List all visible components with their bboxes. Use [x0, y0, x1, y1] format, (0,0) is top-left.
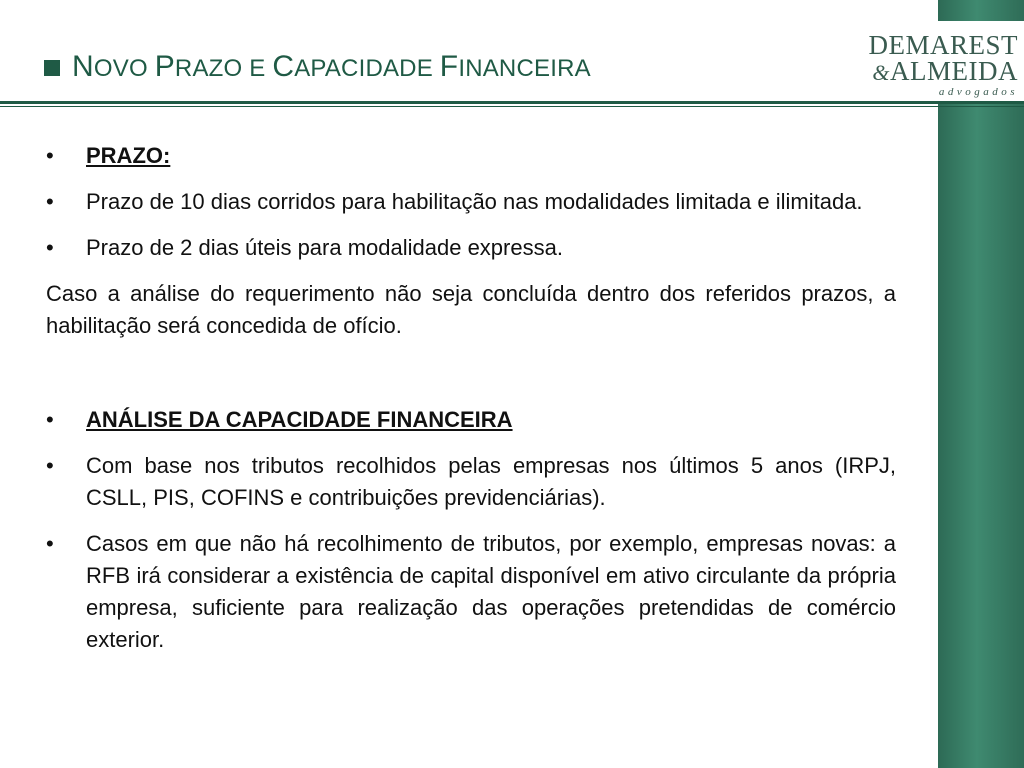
- slide-body: [46, 140, 896, 670]
- bullet-dot: •: [46, 235, 54, 260]
- logo-line-2: &ALMEIDA: [872, 56, 1018, 86]
- section-heading-capacidade: • ANÁLISE DA CAPACIDADE FINANCEIRA: [46, 404, 896, 436]
- right-decorative-bar: [938, 0, 1024, 768]
- header-divider-thick: [0, 101, 1024, 104]
- list-item: • Casos em que não há recolhimento de tributos, por exemplo, empresas novas: a RFB irá considerar a existência de capital disponível em ativo circulante da própria empresa, suficiente para realização das operações pretendidas de comércio exterior.: [46, 528, 896, 656]
- bullet-dot: •: [46, 453, 54, 478]
- header-divider-thin: [0, 106, 1024, 107]
- bullet-dot: •: [46, 143, 54, 168]
- bullet-dot: •: [46, 531, 54, 556]
- slide-title: NOVO PRAZO E CAPACIDADE FINANCEIRA: [72, 50, 591, 83]
- bullet-dot: •: [46, 407, 54, 432]
- section-heading-prazo: • PRAZO:: [46, 140, 896, 172]
- title-bullet-square: [44, 60, 60, 76]
- logo-line-1: DEMAREST: [868, 30, 1018, 60]
- company-logo: [862, 32, 1018, 98]
- list-item: • Prazo de 2 dias úteis para modalidade expressa.: [46, 232, 896, 264]
- list-item: • Com base nos tributos recolhidos pelas empresas nos últimos 5 anos (IRPJ, CSLL, PIS, COFINS e contribuições previdenciárias).: [46, 450, 896, 514]
- list-item: • Prazo de 10 dias corridos para habilitação nas modalidades limitada e ilimitada.: [46, 186, 896, 218]
- prazo-paragraph: Caso a análise do requerimento não seja concluída dentro dos referidos prazos, a habilitação será concedida de ofício.: [46, 281, 896, 338]
- section-spacer: [46, 356, 896, 404]
- bullet-dot: •: [46, 189, 54, 214]
- logo-line-3: advogados: [938, 86, 1018, 98]
